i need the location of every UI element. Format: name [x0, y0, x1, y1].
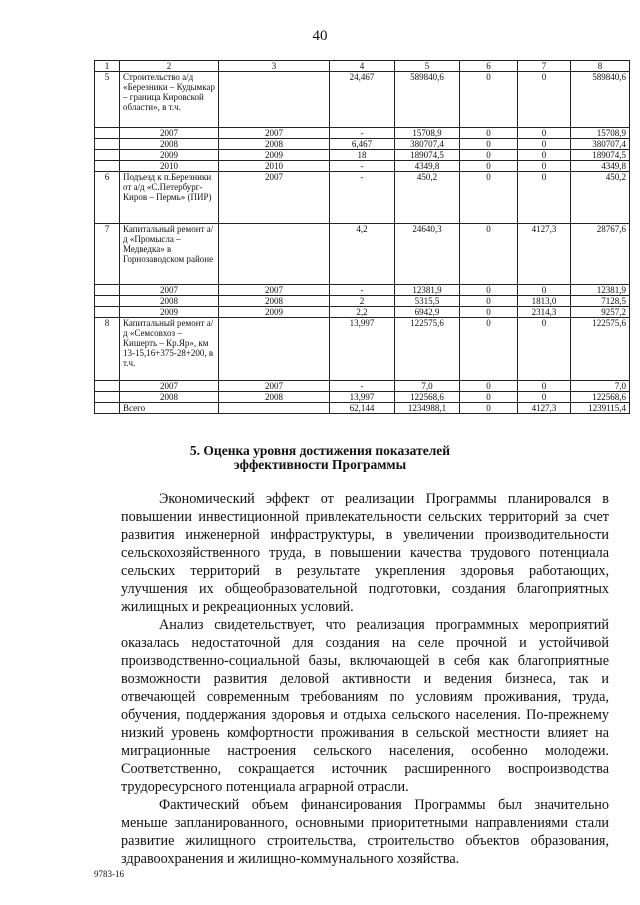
row-number-cell: 8: [95, 318, 120, 381]
header-cell: 2: [120, 61, 219, 72]
federal-funds-cell: 1234988,1: [395, 403, 460, 414]
paragraph: Фактический объем финансирования Программы был значительно меньше запланированного, основными приоритетными направлениями стали развитие жилищного строительства, строительство объектов образования, здравоохранения и жилищно-коммунального хозяйства.: [121, 797, 609, 867]
row-number-cell: [95, 128, 120, 139]
length-cell: 13,997: [330, 392, 395, 403]
local-funds-cell: 0: [518, 285, 571, 296]
description-cell: 2009: [120, 307, 219, 318]
row-number-cell: 5: [95, 72, 120, 128]
year-cell: 2007: [219, 285, 330, 296]
regional-funds-cell: 0: [460, 318, 518, 381]
regional-funds-cell: 0: [460, 224, 518, 285]
row-number-cell: [95, 150, 120, 161]
federal-funds-cell: 24640,3: [395, 224, 460, 285]
total-cell: 450,2: [571, 172, 630, 224]
regional-funds-cell: 0: [460, 172, 518, 224]
row-number-cell: [95, 381, 120, 392]
length-cell: 4,2: [330, 224, 395, 285]
local-funds-cell: 0: [518, 72, 571, 128]
total-cell: 380707,4: [571, 139, 630, 150]
description-cell: 2007: [120, 381, 219, 392]
row-number-cell: [95, 285, 120, 296]
length-cell: 6,467: [330, 139, 395, 150]
year-cell: 2009: [219, 150, 330, 161]
total-cell: 189074,5: [571, 150, 630, 161]
federal-funds-cell: 380707,4: [395, 139, 460, 150]
length-cell: 2: [330, 296, 395, 307]
federal-funds-cell: 122575,6: [395, 318, 460, 381]
table-row: [95, 150, 630, 161]
year-cell: 2010: [219, 161, 330, 172]
year-cell: [219, 72, 330, 128]
description-cell: 2009: [120, 150, 219, 161]
local-funds-cell: 0: [518, 318, 571, 381]
federal-funds-cell: 7,0: [395, 381, 460, 392]
year-cell: 2007: [219, 381, 330, 392]
regional-funds-cell: 0: [460, 139, 518, 150]
table-header-row: [95, 61, 630, 72]
row-number-cell: [95, 403, 120, 414]
year-cell: [219, 403, 330, 414]
local-funds-cell: 0: [518, 172, 571, 224]
local-funds-cell: 0: [518, 392, 571, 403]
paragraph: Анализ свидетельствует, что реализация программных мероприятий оказалась недостаточной для создания на селе прочной и устойчивой производственно-социальной базы, включающей в себя как благоприятные возможности развития деловой активности и ведения бизнеса, так и отвечающей современным требованиям по условиям проживания, труда, обучения, поддержания здоровья и отдыха сельского населения. По-прежнему низкий уровень комфортности проживания в сельской местности влияет на миграционные настроения сельского населения, особенно молодежи. Соответственно, сокращается источник расширенного воспроизводства трудоресурсного потенциала аграрной отрасли.: [121, 617, 609, 795]
length-cell: 62,144: [330, 403, 395, 414]
description-cell: Капитальный ремонт а/д «Семсовхоз – Кишерть – Кр.Яр», км 13-15,16+375-28+200, в т.ч.: [120, 318, 219, 381]
financing-table: [94, 60, 630, 414]
regional-funds-cell: 0: [460, 150, 518, 161]
local-funds-cell: 0: [518, 150, 571, 161]
description-cell: Всего: [120, 403, 219, 414]
table-total-row: [95, 403, 630, 414]
header-cell: 3: [219, 61, 330, 72]
regional-funds-cell: 0: [460, 392, 518, 403]
local-funds-cell: 1813,0: [518, 296, 571, 307]
federal-funds-cell: 5315,5: [395, 296, 460, 307]
description-cell: Строительство а/д «Березники – Кудымкар – граница Кировской области», в т.ч.: [120, 72, 219, 128]
length-cell: -: [330, 128, 395, 139]
year-cell: 2007: [219, 128, 330, 139]
total-cell: 4349,8: [571, 161, 630, 172]
local-funds-cell: 0: [518, 161, 571, 172]
local-funds-cell: 2314,3: [518, 307, 571, 318]
regional-funds-cell: 0: [460, 403, 518, 414]
length-cell: 18: [330, 150, 395, 161]
year-cell: 2008: [219, 139, 330, 150]
length-cell: -: [330, 172, 395, 224]
section-title: 5. Оценка уровня достижения показателей эффективности Программы: [189, 443, 451, 472]
regional-funds-cell: 0: [460, 285, 518, 296]
total-cell: 15708,9: [571, 128, 630, 139]
total-cell: 589840,6: [571, 72, 630, 128]
local-funds-cell: 0: [518, 381, 571, 392]
header-cell: 8: [571, 61, 630, 72]
row-number-cell: [95, 392, 120, 403]
header-cell: 5: [395, 61, 460, 72]
description-cell: 2008: [120, 296, 219, 307]
federal-funds-cell: 589840,6: [395, 72, 460, 128]
description-cell: 2008: [120, 392, 219, 403]
table-row: [95, 172, 630, 224]
row-number-cell: [95, 139, 120, 150]
local-funds-cell: 4127,3: [518, 403, 571, 414]
length-cell: 24,467: [330, 72, 395, 128]
row-number-cell: 6: [95, 172, 120, 224]
table-row: [95, 72, 630, 128]
local-funds-cell: 0: [518, 139, 571, 150]
description-cell: 2008: [120, 139, 219, 150]
regional-funds-cell: 0: [460, 296, 518, 307]
table-row: [95, 139, 630, 150]
regional-funds-cell: 0: [460, 381, 518, 392]
total-cell: 28767,6: [571, 224, 630, 285]
length-cell: 2,2: [330, 307, 395, 318]
table-row: [95, 318, 630, 381]
table-row: [95, 224, 630, 285]
local-funds-cell: 0: [518, 128, 571, 139]
length-cell: 13,997: [330, 318, 395, 381]
regional-funds-cell: 0: [460, 72, 518, 128]
total-cell: 7,0: [571, 381, 630, 392]
total-cell: 9257,2: [571, 307, 630, 318]
total-cell: 12381,9: [571, 285, 630, 296]
description-cell: 2010: [120, 161, 219, 172]
federal-funds-cell: 4349,8: [395, 161, 460, 172]
length-cell: -: [330, 381, 395, 392]
regional-funds-cell: 0: [460, 128, 518, 139]
header-cell: 6: [460, 61, 518, 72]
length-cell: -: [330, 285, 395, 296]
description-cell: Капитальный ремонт а/д «Промысла – Медведка» в Горнозаводском районе: [120, 224, 219, 285]
year-cell: 2007: [219, 172, 330, 224]
paragraph: Экономический эффект от реализации Программы планировался в повышении инвестиционной привлекательности сельских территорий за счет развития инженерной инфраструктуры, в увеличении производительности сельскохозяйственного труда, в повышении качества трудового потенциала сельских территорий в результате укрепления здоровья работающих, улучшения их общеобразовательной подготовки, создания благоприятных жилищных и рекреационных условий.: [121, 491, 609, 615]
description-cell: 2007: [120, 128, 219, 139]
year-cell: 2009: [219, 307, 330, 318]
table-row: [95, 161, 630, 172]
table-row: [95, 307, 630, 318]
total-cell: 122568,6: [571, 392, 630, 403]
regional-funds-cell: 0: [460, 307, 518, 318]
table-row: [95, 128, 630, 139]
table-row: [95, 296, 630, 307]
year-cell: [219, 224, 330, 285]
year-cell: 2008: [219, 296, 330, 307]
year-cell: [219, 318, 330, 381]
page-number: 40: [312, 28, 328, 44]
header-cell: 7: [518, 61, 571, 72]
body-text: [121, 490, 609, 868]
row-number-cell: [95, 161, 120, 172]
table-row: [95, 285, 630, 296]
regional-funds-cell: 0: [460, 161, 518, 172]
row-number-cell: [95, 307, 120, 318]
total-cell: 1239115,4: [571, 403, 630, 414]
table-row: [95, 392, 630, 403]
federal-funds-cell: 189074,5: [395, 150, 460, 161]
table-row: [95, 381, 630, 392]
header-cell: 1: [95, 61, 120, 72]
row-number-cell: 7: [95, 224, 120, 285]
total-cell: 7128,5: [571, 296, 630, 307]
federal-funds-cell: 122568,6: [395, 392, 460, 403]
description-cell: Подъезд к п.Березники от а/д «С.Петербург-Киров – Пермь» (ПИР): [120, 172, 219, 224]
federal-funds-cell: 6942,9: [395, 307, 460, 318]
federal-funds-cell: 15708,9: [395, 128, 460, 139]
federal-funds-cell: 450,2: [395, 172, 460, 224]
year-cell: 2008: [219, 392, 330, 403]
length-cell: -: [330, 161, 395, 172]
document-code: 9783-16: [94, 869, 124, 879]
row-number-cell: [95, 296, 120, 307]
local-funds-cell: 4127,3: [518, 224, 571, 285]
federal-funds-cell: 12381,9: [395, 285, 460, 296]
description-cell: 2007: [120, 285, 219, 296]
total-cell: 122575,6: [571, 318, 630, 381]
header-cell: 4: [330, 61, 395, 72]
